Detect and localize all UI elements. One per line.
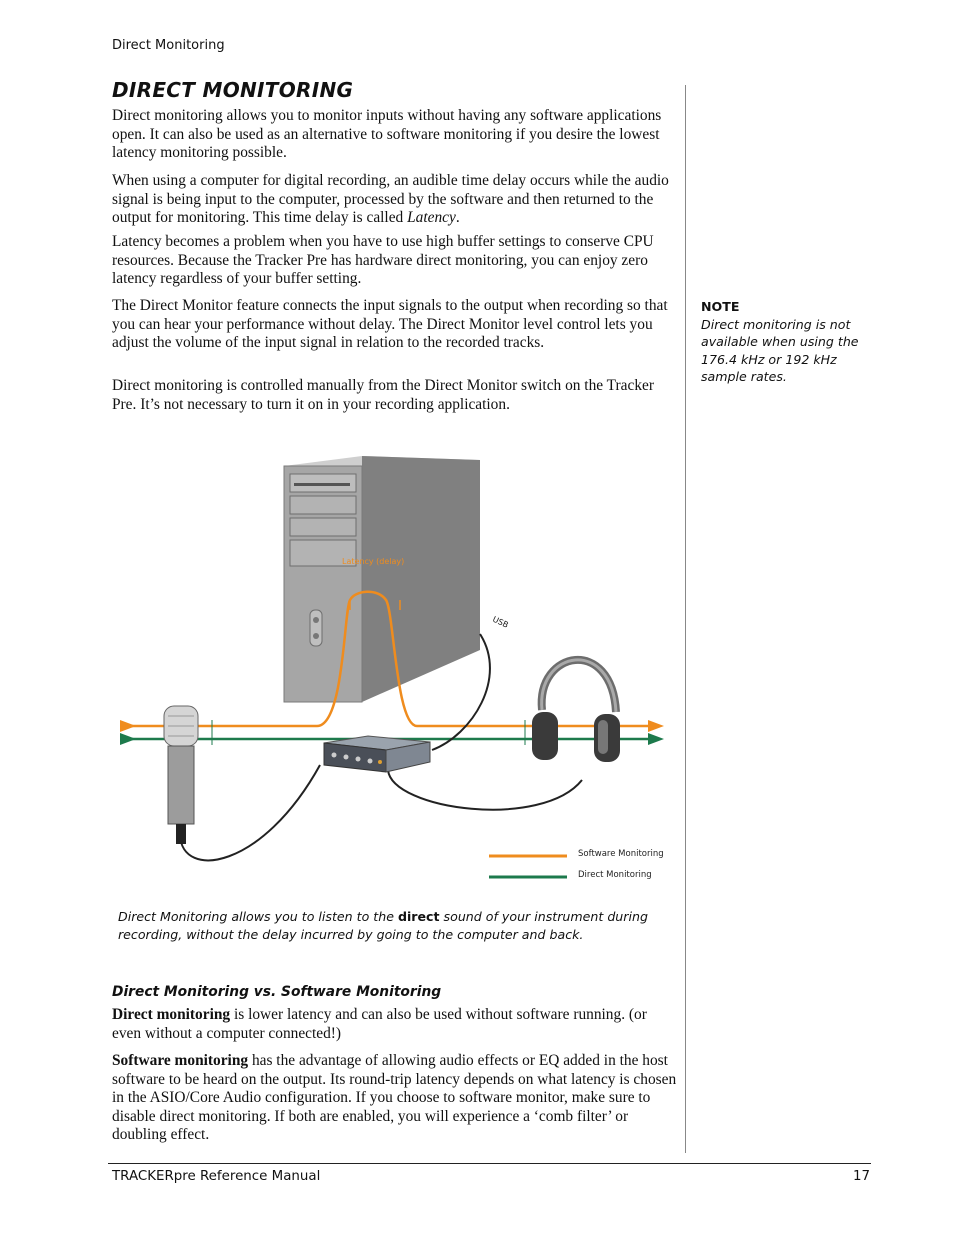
paragraph-intro: Direct monitoring allows you to monitor inputs without having any software applications open. It can also be used as an alternative to software monitoring if you desire the lowest latency monitoring possible. bbox=[112, 107, 662, 162]
legend-software-label: Software Monitoring bbox=[578, 849, 664, 859]
headphones-illustration bbox=[532, 660, 620, 762]
caption-bold-word: direct bbox=[397, 909, 440, 924]
paragraph-direct-vs-text: is lower latency and can also be used without software running. (or even without a computer connected!) bbox=[112, 1006, 647, 1042]
sidebar-divider bbox=[685, 85, 686, 1153]
direct-monitoring-term: Direct monitoring bbox=[112, 1006, 231, 1023]
paragraph-software-vs bbox=[112, 1052, 678, 1145]
paragraph-latency-text: When using a computer for digital recording, an audible time delay occurs while the audio signal is being input to the computer, processed by the software and then returned to the output for monitoring. This time delay is called bbox=[112, 172, 669, 227]
paragraph-direct-monitor-switch: Direct monitoring is controlled manually from the Direct Monitor switch on the Tracker Pre. It’s not necessary to turn it on in your recording application. bbox=[112, 377, 654, 413]
direct-output-arrow bbox=[648, 733, 664, 745]
legend-direct-label: Direct Monitoring bbox=[578, 870, 652, 880]
usb-label: USB bbox=[491, 614, 510, 630]
paragraph-direct-monitor-feature: The Direct Monitor feature connects the input signals to the output when recording so that you can hear your performance without delay. The Direct Monitor level control lets you adjust the volume of the input signal in relation to the recorded tracks. bbox=[112, 297, 668, 352]
latency-label: Latency (delay) bbox=[342, 557, 405, 566]
paragraph-buffer: Latency becomes a problem when you have to use high buffer settings to conserve CPU resources. Because the Tracker Pre has hardware direct monitoring, you can enjoy zero latency regardless of your buffer setting. bbox=[112, 233, 654, 288]
tracker-pre-interface bbox=[324, 736, 430, 772]
note-text: Direct monitoring is not available when using the 176.4 kHz or 192 kHz sample rates. bbox=[701, 316, 859, 384]
latency-term: Latency bbox=[407, 209, 456, 227]
caption-text-start: Direct Monitoring allows you to listen to the bbox=[118, 909, 398, 924]
running-head: Direct Monitoring bbox=[112, 38, 225, 53]
subsection-title: Direct Monitoring vs. Software Monitoring bbox=[112, 984, 442, 1000]
software-input-arrow bbox=[120, 720, 136, 732]
direct-monitoring-diagram bbox=[112, 450, 682, 900]
paragraph-latency-definition bbox=[112, 172, 678, 228]
page-number: 17 bbox=[853, 1169, 871, 1184]
software-output-arrow bbox=[648, 720, 664, 732]
page-title-text: DIRECT MONITORING bbox=[112, 78, 354, 102]
paragraph-latency-end: . bbox=[455, 209, 460, 227]
figure-caption bbox=[118, 908, 658, 944]
computer-tower-illustration bbox=[284, 456, 480, 702]
sidebar-note bbox=[701, 298, 871, 386]
note-label: NOTE bbox=[701, 299, 740, 314]
microphone-cable bbox=[180, 765, 320, 860]
headphone-cable bbox=[388, 770, 582, 810]
software-monitoring-term: Software monitoring bbox=[112, 1052, 249, 1069]
microphone-illustration bbox=[164, 706, 198, 844]
footer-manual-title: TRACKERpre Reference Manual bbox=[112, 1169, 321, 1184]
paragraph-software-vs-text: has the advantage of allowing audio effects or EQ added in the host software to be heard on the output. Its round-trip latency depends on what latency is chosen in the ASIO/Core Audio configuration. If you choose to software monitor, make sure to disable direct monitoring. If both are enabled, you will experience a ‘comb filter’ or doubling effect. bbox=[112, 1052, 677, 1144]
caption-text-end: sound of your instrument during recording, without the delay incurred by going to the computer and back. bbox=[118, 909, 648, 942]
direct-input-arrow bbox=[120, 733, 136, 745]
footer-divider bbox=[108, 1163, 871, 1164]
paragraph-direct-vs bbox=[112, 1006, 678, 1043]
page-title bbox=[112, 78, 353, 102]
